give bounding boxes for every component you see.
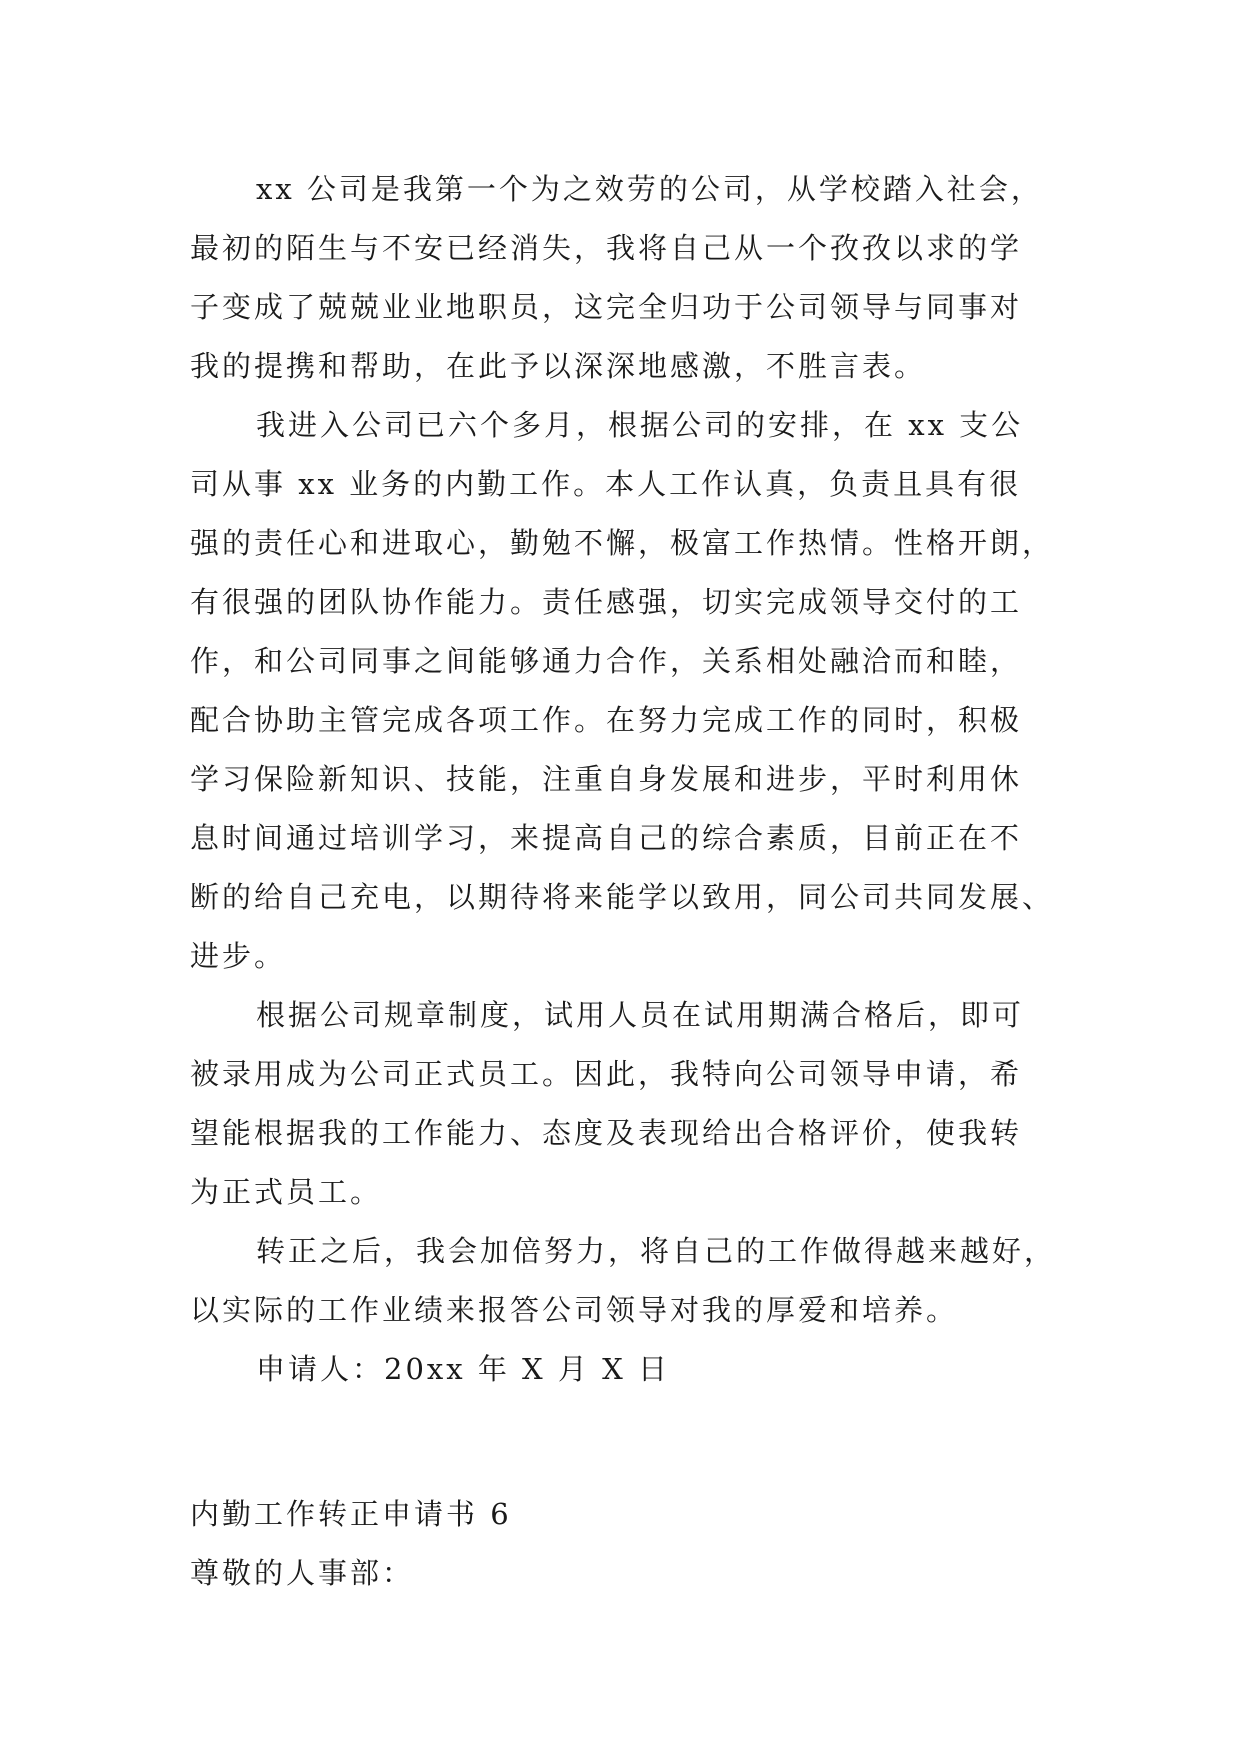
section-gap	[190, 1399, 1052, 1485]
salutation: 尊敬的人事部：	[190, 1556, 415, 1590]
paragraph-line: 望能根据我的工作能力、态度及表现给出合格评价，使我转	[190, 1116, 1023, 1150]
next-section-title: 内勤工作转正申请书 6	[190, 1497, 512, 1531]
document-body	[190, 160, 1057, 1603]
paragraph-line: 根据公司规章制度，试用人员在试用期满合格后，即可	[256, 998, 1025, 1032]
signature-line: 申请人：20xx 年 X 月 X 日	[256, 1352, 670, 1386]
paragraph-1	[190, 160, 1052, 396]
paragraph-line: 为正式员工。	[190, 1175, 383, 1209]
paragraph-line: 断的给自己充电，以期待将来能学以致用，同公司共同发展、	[190, 880, 1055, 914]
paragraph-line: 子变成了兢兢业业地职员，这完全归功于公司领导与同事对	[190, 290, 1023, 324]
paragraph-line: 作，和公司同事之间能够通力合作，关系相处融洽而和睦，	[190, 644, 1023, 678]
paragraph-line: 学习保险新知识、技能，注重自身发展和进步，平时利用休	[190, 762, 1023, 796]
paragraph-line: xx 公司是我第一个为之效劳的公司，从学校踏入社会，	[256, 172, 1043, 206]
paragraph-line: 司从事 xx 业务的内勤工作。本人工作认真，负责且具有很	[190, 467, 1022, 501]
paragraph-line: 转正之后，我会加倍努力，将自己的工作做得越来越好，	[256, 1234, 1057, 1268]
paragraph-line: 最初的陌生与不安已经消失，我将自己从一个孜孜以求的学	[190, 231, 1023, 265]
paragraph-line: 被录用成为公司正式员工。因此，我特向公司领导申请，希	[190, 1057, 1023, 1091]
paragraph-line: 息时间通过培训学习，来提高自己的综合素质，目前正在不	[190, 821, 1023, 855]
paragraph-line: 强的责任心和进取心，勤勉不懈，极富工作热情。性格开朗，	[190, 526, 1055, 560]
paragraph-line: 我进入公司已六个多月，根据公司的安排，在 xx 支公	[256, 408, 1024, 442]
paragraph-line: 配合协助主管完成各项工作。在努力完成工作的同时，积极	[190, 703, 1023, 737]
paragraph-line: 以实际的工作业绩来报答公司领导对我的厚爱和培养。	[190, 1293, 959, 1327]
paragraph-line: 我的提携和帮助，在此予以深深地感激，不胜言表。	[190, 349, 927, 383]
paragraph-line: 进步。	[190, 939, 287, 973]
paragraph-3	[190, 986, 1052, 1222]
paragraph-4	[190, 1222, 1057, 1340]
paragraph-2	[190, 396, 1055, 986]
paragraph-line: 有很强的团队协作能力。责任感强，切实完成领导交付的工	[190, 585, 1023, 619]
